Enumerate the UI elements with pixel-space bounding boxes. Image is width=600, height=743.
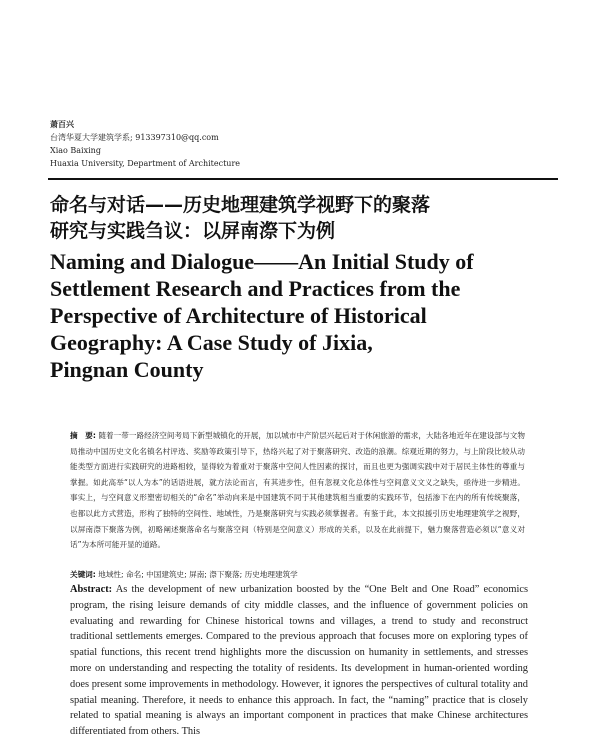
abstract-en (70, 582, 528, 740)
abstract-zh-text: 随着一带一路经济空间考局下新型城镇化的开展，加以城市中产阶层兴起后对于休闲旅游的需求，大陆各地近年在建设部与文物局推动中国历史文化名镇名村评选、奖励等政策引导下，热络兴起了对于聚落研究、改造的浪潮。综观近期的努力，与上阶段比较从动能类型方面进行实践研究的进路相较，显得较为着重对于聚落中空间人性因素的探讨，而且也更为强调实践中对于居民主体性的尊重与掌握。如此高举“以人为本”的话语进展，就方法论而言，有其进步性，但有忽视文化总体性与空间意义文义之缺失，亟待进一步精进。事实上，与空间意义形塑密切相关的“命名”举动向来是中国建筑不同于其他建筑相当重要的实践环节，包括渗下在内的所有传统聚落，也都以此方式营造，形构了独特的空间性、地域性，乃是聚落研究与实践必须掌握者。有鉴于此，本文拟援引历史地理建筑学之视野，以屏南漈下聚落为例，初略阐述聚落命名与聚落空间（特别是空间意义）形成的关系，以及在此前提下，魅力聚落营造必须以“意义对话”为本所可能开显的道路。 (70, 431, 526, 550)
header-divider (48, 178, 558, 180)
abstract-zh (70, 428, 525, 553)
title-zh (50, 192, 550, 244)
abstract-en-label: Abstract: (70, 584, 113, 595)
keywords-zh (70, 567, 525, 582)
author-affiliation-zh: 台湾华夏大学建筑学系; 913397310@qq.com (50, 133, 219, 142)
title-en-line: Pingnan County (50, 357, 204, 382)
title-en-line: Perspective of Architecture of Historical (50, 303, 427, 328)
title-zh-line: 命名与对话——历史地理建筑学视野下的聚落 (50, 194, 431, 216)
title-en-line: Settlement Research and Practices from the (50, 276, 461, 301)
title-en-line: Geography: A Case Study of Jixia, (50, 330, 373, 355)
abstract-en-text: As the development of new urbanization boosted by the “One Belt and One Road” economics program, the rising leisure demands of city middle classes, and the influence of government policies on evaluating and rewarding for Chinese historical towns and villages, a trend to study and reconstruct traditional settlements emerges. Compared to the previous approach that focuses more on exploring types of spatial functions, this recent trend highlights more the discussion on humanity in settlements, and stresses more on understanding and respecting the totality of residents. Its development in human-oriented wording does present some improvements in methodology. However, it ignores the perspectives of cultural totality and spatial meaning. Therefore, it needs to enhance this approach. In fact, the “naming” practice that is closely related to spatial meaning is always an important component in practices that make Chinese architectures differentiated from others. This (70, 584, 528, 738)
author-name-zh: 萧百兴 (50, 119, 74, 129)
author-block (50, 118, 240, 170)
author-name-en: Xiao Baixing (50, 146, 101, 155)
title-zh-line: 研究与实践刍议：以屏南漈下为例 (50, 220, 336, 242)
keywords-zh-text: 地域性; 命名; 中国建筑史; 屏南; 漈下聚落; 历史地理建筑学 (98, 570, 298, 579)
keywords-zh-label: 关键词: (70, 570, 96, 579)
title-en (50, 248, 550, 383)
title-en-line: Naming and Dialogue——An Initial Study of (50, 249, 474, 274)
abstract-zh-label: 摘 要: (70, 431, 96, 440)
author-affiliation-en: Huaxia University, Department of Architecture (50, 159, 241, 168)
